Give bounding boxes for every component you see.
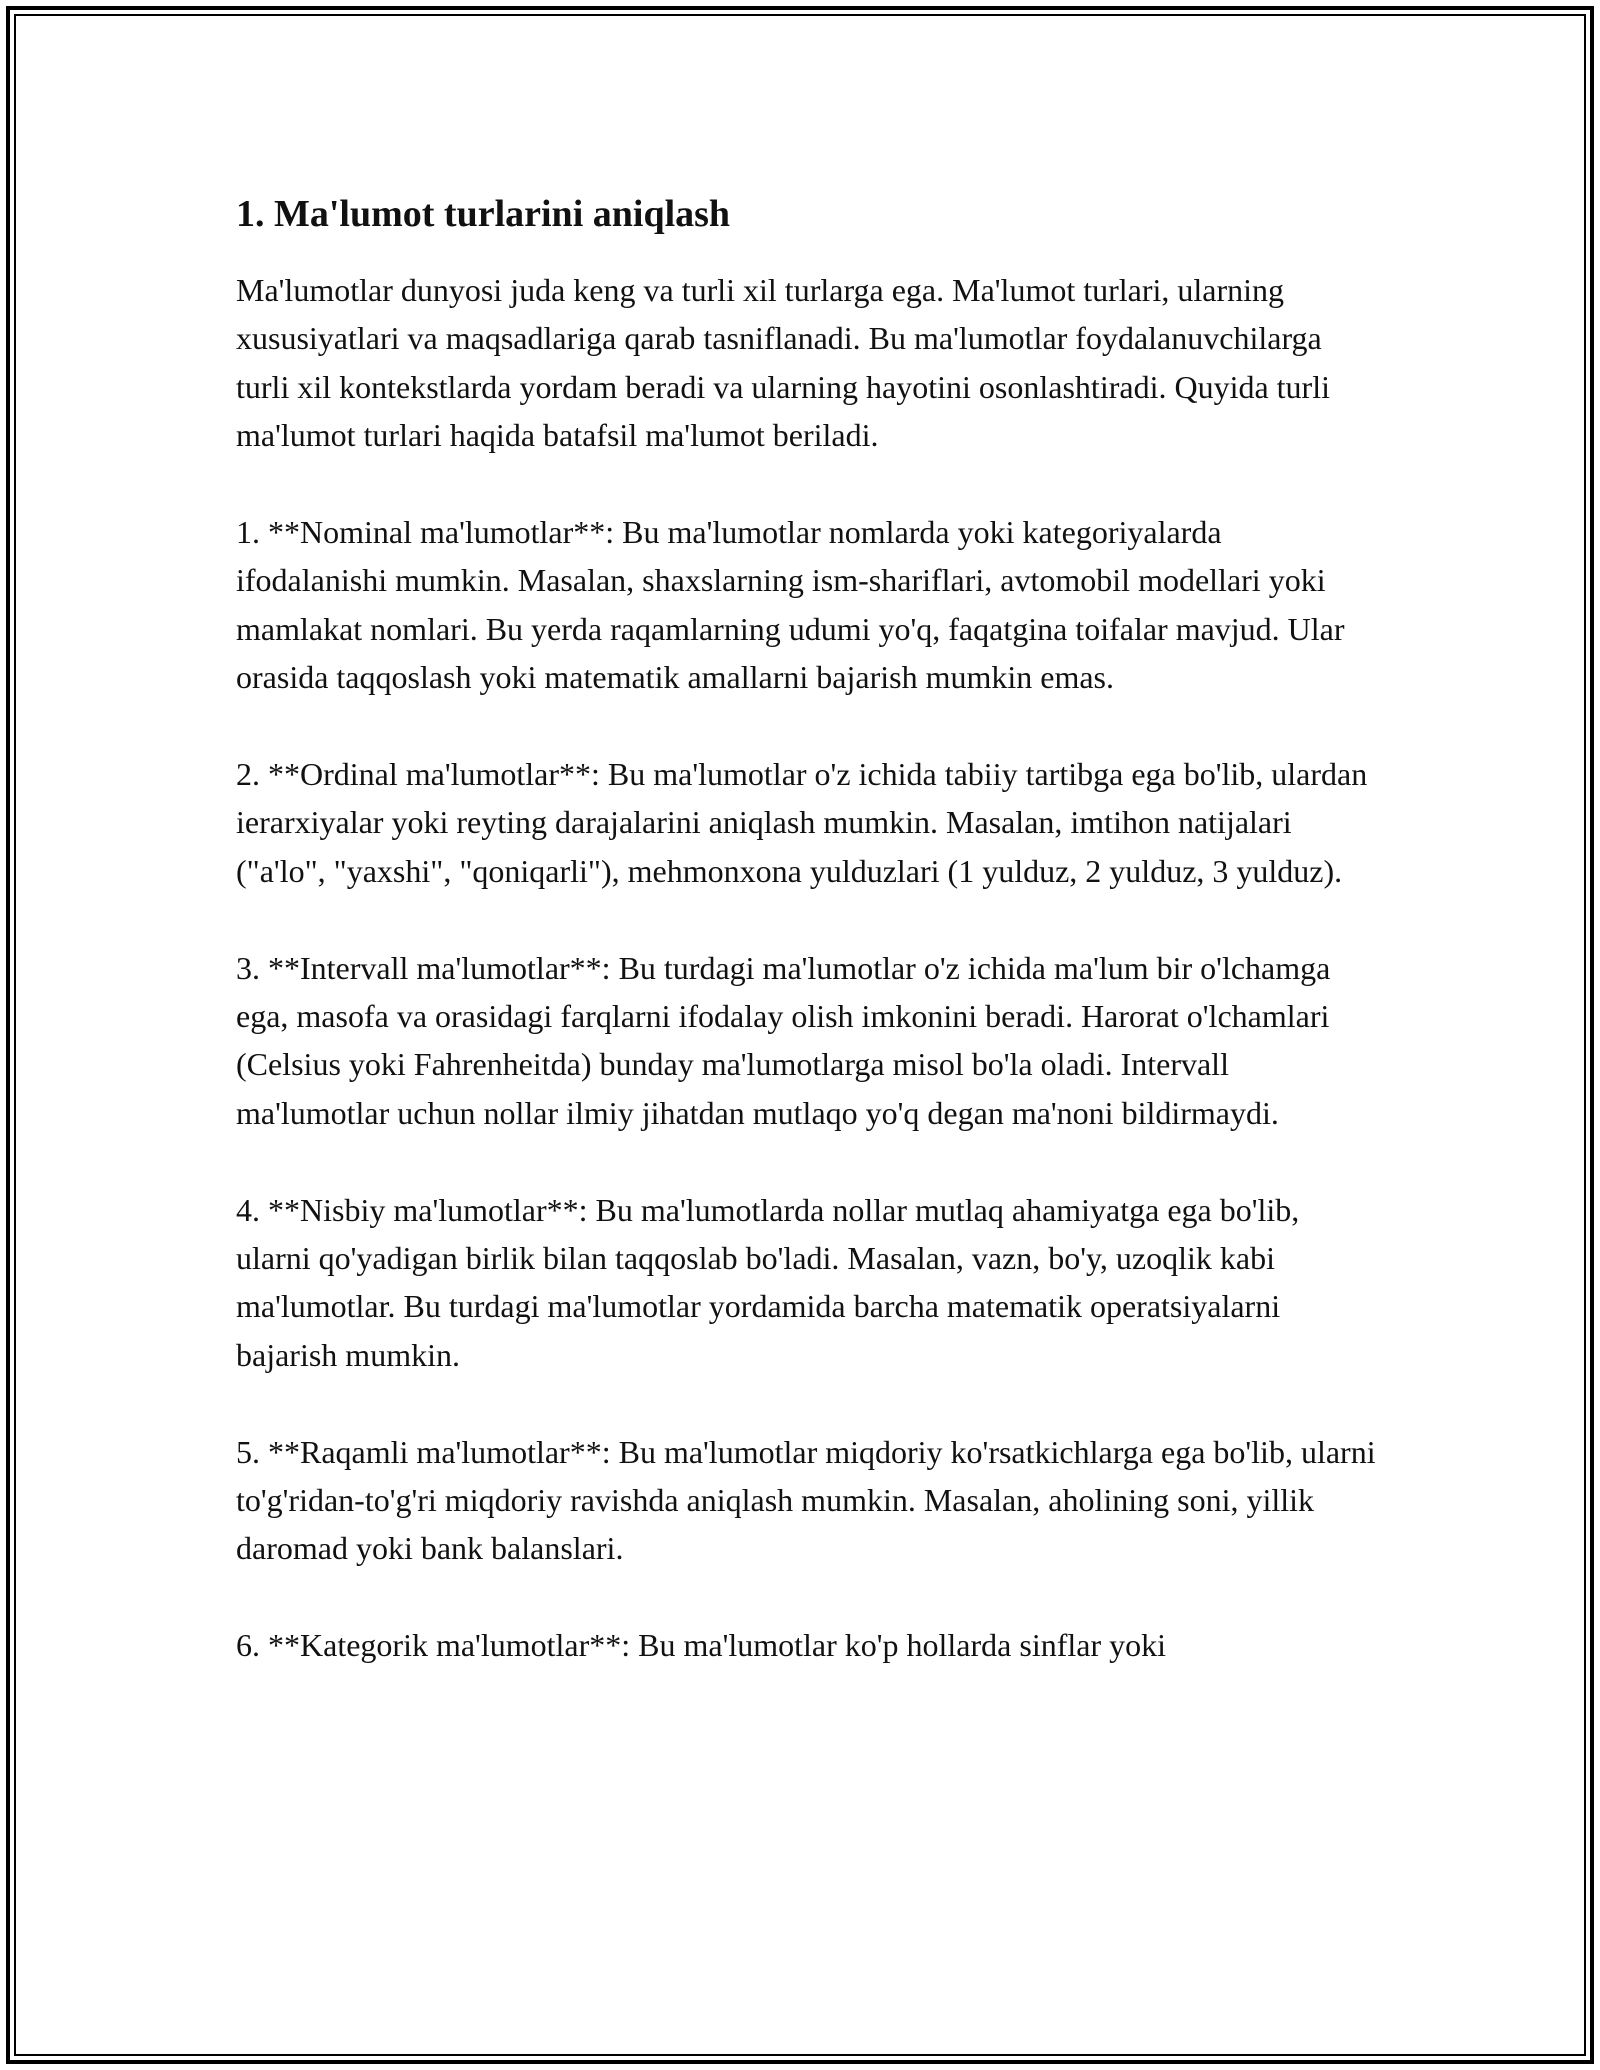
paragraph-nominal: 1. **Nominal ma'lumotlar**: Bu ma'lumotlar nomlarda yoki kategoriyalarda ifodalanishi mumkin. Masalan, shaxslarning ism-shariflari, avtomobil modellari yoki mamlakat nomlari. Bu yerda raqamlarning udumi yo'q, faqatgina toifalar mavjud. Ular orasida taqqoslash yoki matematik amallarni bajarish mumkin emas.	[236, 514, 1345, 696]
document-body	[236, 188, 1376, 1670]
paragraph-categorical: 6. **Kategorik ma'lumotlar**: Bu ma'lumotlar ko'p hollarda sinflar yoki	[236, 1627, 1166, 1664]
paragraph-ordinal: 2. **Ordinal ma'lumotlar**: Bu ma'lumotlar o'z ichida tabiiy tartibga ega bo'lib, ulardan ierarxiyalar yoki reyting darajalarini aniqlash mumkin. Masalan, imtihon natijalari ("a'lo", "yaxshi", "qoniqarli"), mehmonxona yulduzlari (1 yulduz, 2 yulduz, 3 yulduz).	[236, 756, 1368, 889]
paragraph-numeric: 5. **Raqamli ma'lumotlar**: Bu ma'lumotlar miqdoriy ko'rsatkichlarga ega bo'lib, ularni to'g'ridan-to'g'ri miqdoriy ravishda aniqlash mumkin. Masalan, aholining soni, yillik daromad yoki bank balanslari.	[236, 1433, 1376, 1567]
paragraph-ratio: 4. **Nisbiy ma'lumotlar**: Bu ma'lumotlarda nollar mutlaq ahamiyatga ega bo'lib, ularni qo'yadigan birlik bilan taqqoslab bo'ladi. Masalan, vazn, bo'y, uzoqlik kabi ma'lumotlar. Bu turdagi ma'lumotlar yordamida barcha matematik operatsiyalarni bajarish mumkin.	[236, 1191, 1300, 1373]
intro-paragraph: Ma'lumotlar dunyosi juda keng va turli xil turlarga ega. Ma'lumot turlari, ularning xususiyatlari va maqsadlariga qarab tasniflanadi. Bu ma'lumotlar foydalanuvchilarga turli xil kontekstlarda yordam beradi va ularning hayotini osonlashtiradi. Quyida turli ma'lumot turlari haqida batafsil ma'lumot beriladi.	[236, 272, 1330, 454]
paragraph-interval: 3. **Intervall ma'lumotlar**: Bu turdagi ma'lumotlar o'z ichida ma'lum bir o'lchamga ega, masofa va orasidagi farqlarni ifodalay olish imkonini beradi. Harorat o'lchamlari (Celsius yoki Fahrenheitda) bunday ma'lumotlarga misol bo'la oladi. Intervall ma'lumotlar uchun nollar ilmiy jihatdan mutlaqo yo'q degan ma'noni bildirmaydi.	[236, 949, 1331, 1131]
page-title: 1. Ma'lumot turlarini aniqlash	[236, 193, 731, 235]
